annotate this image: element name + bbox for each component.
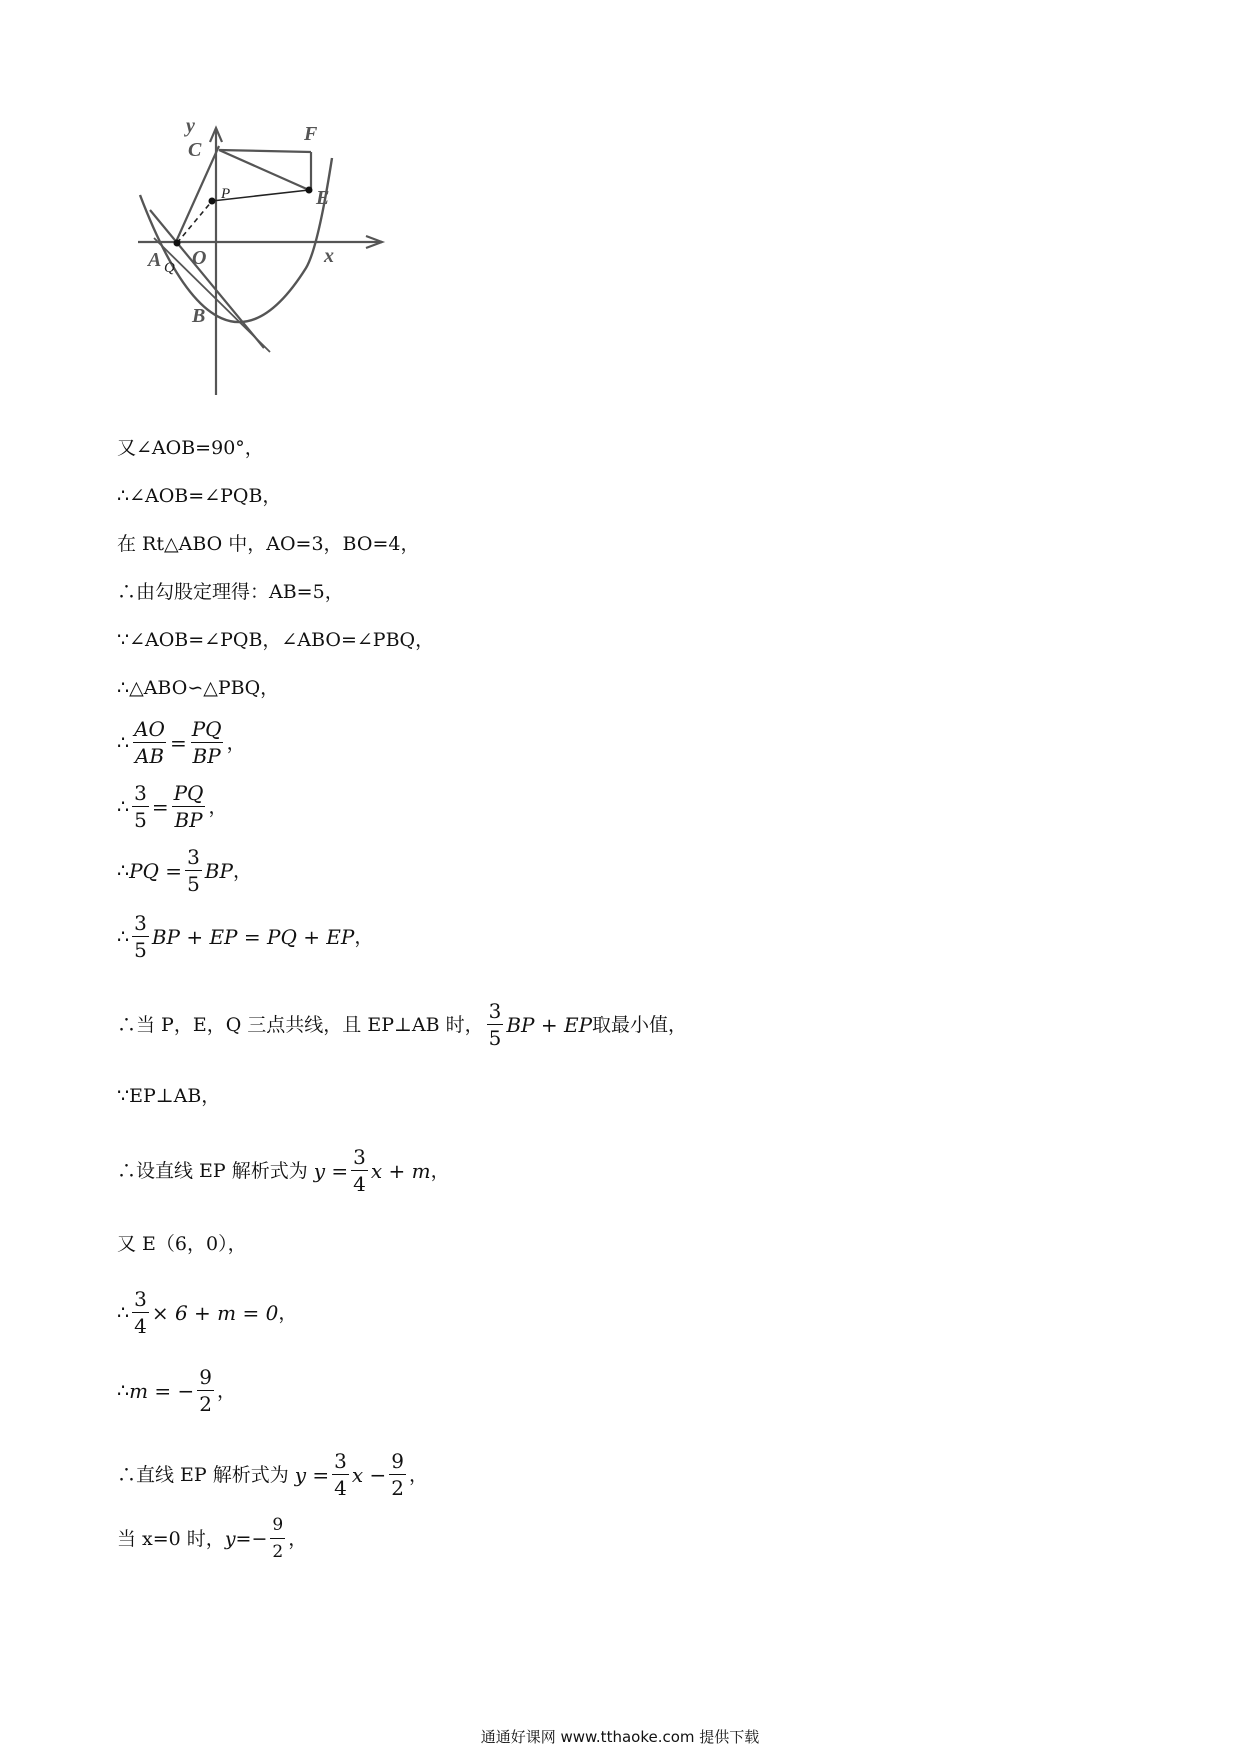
geometry-figure — [120, 100, 420, 400]
line-2: ∴∠AOB=∠PQB， — [117, 485, 282, 507]
line-ab-extension — [154, 238, 270, 352]
line-1: 又∠AOB=90°， — [117, 437, 264, 459]
line-6: ∴△ABO∽△PBQ， — [117, 677, 280, 699]
segment-ce — [219, 150, 309, 190]
fraction-3-5: $\frac{3}{5}$ — [134, 781, 147, 832]
label-a: A — [148, 249, 162, 271]
fraction-3-4: $\frac{3}{4}$ — [334, 1449, 347, 1500]
fraction-3-4: $\frac{3}{4}$ — [353, 1145, 366, 1196]
line-15: ∴ $\frac{3}{4}$ × 6 + m = 0 ， — [117, 1287, 298, 1338]
line-14: 又 E（6，0）， — [117, 1233, 247, 1255]
line-16: ∴ m = − $\frac{9}{2}$ ， — [117, 1365, 237, 1416]
fraction-3-5: $\frac{3}{5}$ — [134, 911, 147, 962]
fraction-9-2: $\frac{9}{2}$ — [391, 1449, 405, 1500]
segment-pq-dashed — [177, 201, 212, 243]
line-11: ∴当 P，E，Q 三点共线，且 EP⊥AB 时， $\frac{3}{5}$ BP + EP 取最小值， — [117, 999, 688, 1050]
line-5: ∵∠AOB=∠PQB，∠ABO=∠PBQ， — [117, 629, 435, 651]
fraction-3-5: $\frac{3}{5}$ — [488, 999, 502, 1050]
line-9: ∴ PQ = $\frac{3}{5}$ BP ， — [117, 845, 252, 896]
label-e: E — [316, 187, 330, 209]
fraction-3-4: $\frac{3}{4}$ — [134, 1287, 147, 1338]
fraction-3-5: $\frac{3}{5}$ — [187, 845, 200, 896]
label-p: P — [221, 186, 231, 202]
page-footer: 通通好课网 www.tthaoke.com 提供下载 — [480, 1728, 760, 1746]
line-8: ∴ $\frac{3}{5}$ = $\frac{PQ}{BP}$ ， — [117, 781, 228, 832]
label-c: C — [188, 139, 202, 161]
line-4: ∴由勾股定理得：AB=5， — [117, 581, 344, 603]
label-y: y — [186, 115, 195, 137]
point-q — [174, 240, 181, 247]
fraction-pq-bp: $\frac{PQ}{BP}$ — [173, 781, 204, 832]
line-17: ∴直线 EP 解析式为 y = $\frac{3}{4}$ x − $\frac{9}{2}$ ， — [117, 1449, 429, 1500]
point-p — [209, 198, 216, 205]
line-ab — [150, 210, 264, 348]
label-q: Q — [164, 260, 175, 276]
fraction-9-2: $\frac{9}{2}$ — [199, 1365, 213, 1416]
label-o: O — [192, 247, 207, 269]
line-13: ∴设直线 EP 解析式为 y = $\frac{3}{4}$ x + m ， — [117, 1145, 450, 1196]
label-b: B — [192, 305, 206, 327]
point-e — [306, 187, 313, 194]
fraction-ao-ab: $\frac{AO}{AB}$ — [134, 717, 165, 768]
line-7: ∴ $\frac{AO}{AB}$ = $\frac{PQ}{BP}$ ， — [117, 717, 246, 768]
line-12: ∵EP⊥AB， — [117, 1085, 221, 1107]
line-10: ∴ $\frac{3}{5}$ BP + EP = PQ + EP ， — [117, 911, 374, 962]
fraction-pq-bp: $\frac{PQ}{BP}$ — [191, 717, 222, 768]
label-x: x — [324, 245, 334, 267]
line-18: 当 x=0 时， y=− $\frac{9}{2}$ ， — [117, 1512, 307, 1565]
line-3: 在 Rt△ABO 中，AO=3，BO=4， — [117, 533, 420, 555]
parabola-curve — [140, 158, 332, 322]
fraction-9-2: $\frac{9}{2}$ — [270, 1512, 285, 1565]
segment-cf — [219, 150, 311, 152]
label-f: F — [304, 123, 318, 145]
